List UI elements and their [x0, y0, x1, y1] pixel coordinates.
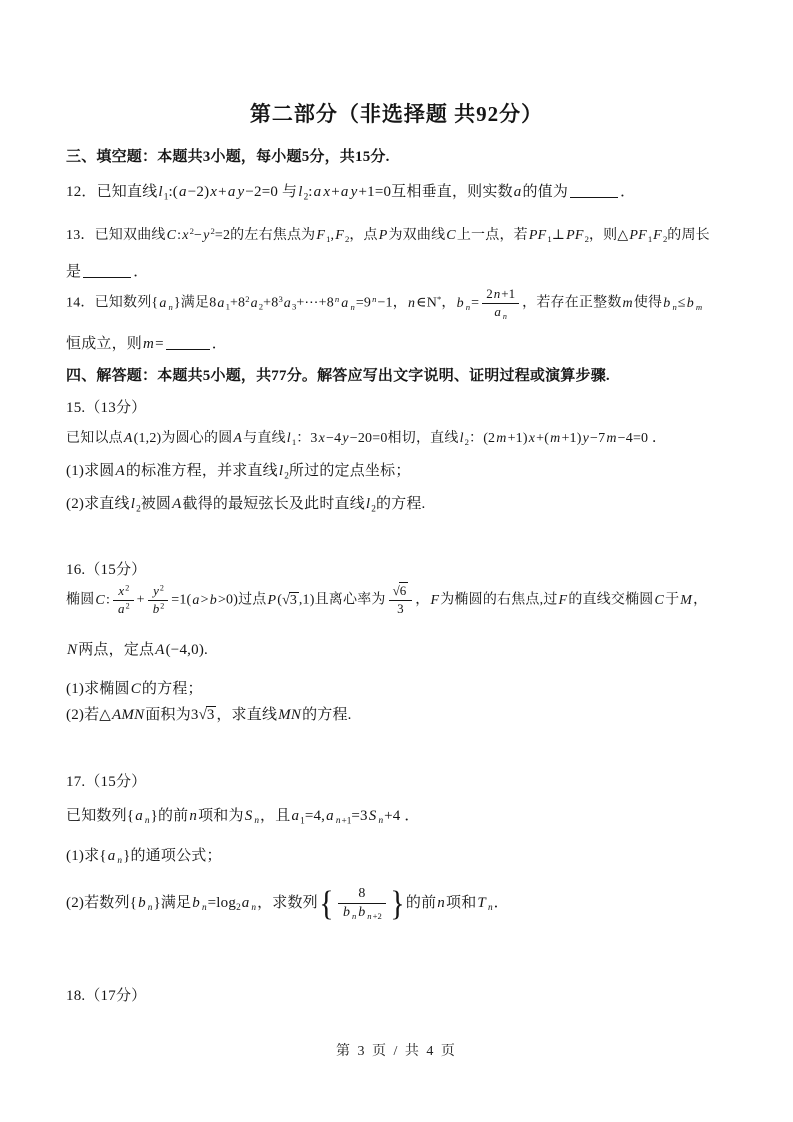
math-variable: a — [313, 184, 322, 200]
math-variable: m — [606, 431, 617, 446]
math-variable: N — [67, 642, 78, 658]
math-subscript: 2 — [464, 437, 469, 448]
question-17-part1: (1)求{a $_n$}的通项公式； — [66, 848, 222, 867]
math-subscript — [253, 816, 260, 826]
math-variable: S — [368, 808, 377, 824]
math-variable: C — [95, 592, 105, 608]
question-14-line2: 恒成立，则m= ． — [66, 336, 227, 352]
math-variable: n — [144, 816, 150, 827]
math-subscript: 1 — [547, 234, 552, 245]
math-variable: x — [210, 184, 218, 200]
math-variable: A — [115, 463, 125, 479]
math-variable: A — [172, 496, 182, 512]
math-superscript: 2 — [125, 583, 130, 593]
math-fraction: $\frac{√6}{3}$ — [389, 584, 413, 617]
math-variable: n — [372, 293, 377, 304]
math-subscript — [147, 903, 154, 913]
question-12: 12．已知直线$l_1:(a-2)x+a$ y−2=0 与$l_2:a$ x+a y+1=0互相垂直，则实数a的值为 ． — [66, 184, 636, 203]
math-fraction: $\frac{8}{b _n b _{n+2}}$ — [338, 886, 386, 921]
math-variable: y — [237, 184, 245, 200]
math-variable: n — [465, 301, 471, 312]
math-subscript — [377, 816, 384, 826]
question-15-part2: (2)求直线$l_2$被圆A截得的最短弦长及此时直线$l_2$的方程. — [66, 496, 426, 515]
math-subscript — [502, 312, 508, 321]
math-variable: m — [550, 431, 561, 446]
math-variable: PF — [629, 228, 647, 243]
math-variable: y — [153, 583, 159, 598]
math-variable: l — [286, 431, 291, 446]
math-variable: m — [143, 336, 155, 352]
math-subscript: 2 — [236, 903, 241, 914]
answer-blank — [83, 263, 131, 278]
math-variable: b — [209, 592, 217, 608]
math-variable: a — [291, 808, 300, 824]
math-subscript: 1 — [163, 192, 169, 203]
math-variable: a — [192, 592, 200, 608]
math-variable: F — [430, 592, 440, 608]
math-variable: a — [513, 184, 522, 200]
math-variable: F — [558, 592, 568, 608]
math-variable: a — [340, 184, 349, 200]
math-subscript: 1 — [291, 437, 297, 448]
math-radical: √6 — [392, 583, 407, 598]
math-variable: n — [487, 903, 493, 914]
math-subscript — [144, 816, 151, 826]
math-variable: m — [496, 431, 507, 446]
math-variable: n — [254, 816, 260, 827]
math-subscript: n+2 — [367, 911, 382, 922]
math-variable: b — [663, 295, 671, 311]
math-superscript: 2 — [245, 293, 250, 304]
math-variable: n — [351, 911, 357, 922]
math-variable: P — [267, 592, 277, 608]
math-superscript: 3 — [278, 293, 283, 304]
math-variable: m — [695, 301, 703, 312]
math-superscript: 2 — [210, 226, 215, 237]
math-subscript: 2 — [371, 504, 376, 515]
math-subscript — [671, 302, 677, 312]
question-15-part1: (1)求圆A的标准方程，并求直线$l_2$所过的定点坐标； — [66, 463, 411, 482]
math-variable: n — [335, 816, 341, 827]
math-variable: MN — [278, 707, 302, 723]
math-variable: T — [477, 894, 486, 911]
math-variable: n — [378, 816, 384, 827]
math-variable: l — [298, 184, 303, 200]
math-subscript — [349, 302, 355, 312]
math-variable: n — [367, 911, 372, 922]
question-17-part2: (2)若数列{b $_n$}满足b $_n=\log_2a$ $_n$，求数列{ $\frac{8}{b _n b _{n+2}}$ }的前n项和T $_n$． — [66, 883, 509, 923]
math-variable: n — [334, 293, 340, 304]
math-superscript — [371, 294, 377, 304]
math-variable: C — [166, 228, 177, 243]
math-variable: a — [250, 295, 258, 311]
math-superscript: 2 — [160, 601, 165, 611]
math-subscript: 2 — [662, 234, 668, 245]
math-variable: x — [318, 431, 326, 446]
math-superscript: 2 — [159, 583, 164, 593]
math-variable: n — [168, 301, 173, 312]
question-16-stem-line1: 椭圆C: $\frac{x^2}{a^2}$ + $\frac{y^2}{b^2}$ =1(a>b>0)过点P(√3 ,1)且离心率为 $\frac{√6}{3}$ ，F为椭圆的右焦点,过F的直线交椭圆C于M， — [66, 583, 708, 616]
math-variable: m — [622, 295, 633, 311]
math-variable: b — [138, 894, 146, 911]
math-variable: a — [217, 295, 225, 311]
math-variable: A — [123, 431, 133, 446]
math-variable: a — [283, 295, 291, 311]
math-radical: √3 — [282, 592, 297, 608]
answer-blank — [570, 183, 618, 198]
math-variable: C — [446, 228, 456, 243]
math-subscript — [695, 302, 703, 312]
math-radical: √3 — [198, 707, 215, 723]
math-subscript — [116, 856, 123, 866]
math-variable: l — [158, 184, 163, 200]
math-fraction — [113, 584, 134, 617]
math-fraction: $\frac{2n+1}{a _n}$ — [482, 287, 519, 320]
question-14-line1: 14．已知数列{a $_n$}满足$8a_1+8^2a_2+8^3a_3+\cdots+8^n$ a $_n=9^n-1$，n∈N*，b $_n$= $\frac{2n+1}{a _n}$ ，若存在正整数m使得b $_n$≤b $_m$ — [66, 286, 703, 321]
math-superscript: 2 — [125, 601, 130, 611]
math-variable: AMN — [112, 707, 145, 723]
math-variable: PF — [528, 228, 547, 243]
math-variable: a — [227, 184, 236, 200]
math-variable: n — [117, 856, 123, 867]
question-13-line1: 13．已知双曲线$C:x^2-y^2=2$的左右焦点为$F_1,F_2$，点P为双曲线C上一点，若$PF_1\perp PF_2$，则$\triangle PF_1F_2$的周长 — [66, 226, 710, 245]
math-subscript: 2 — [344, 234, 350, 245]
math-subscript: 3 — [291, 301, 297, 312]
math-variable: x — [118, 583, 125, 598]
question-16-stem-line2: N两点，定点A(−4,0). — [67, 642, 208, 658]
math-variable: F — [316, 228, 326, 243]
math-variable: l — [365, 496, 371, 512]
math-variable: a — [118, 600, 125, 616]
math-variable: a — [326, 808, 334, 824]
math-subscript — [250, 903, 257, 913]
question-18-number: 18.（17分） — [66, 988, 147, 1004]
math-variable: y — [582, 431, 590, 446]
math-variable: n — [189, 808, 198, 824]
math-subscript: 1 — [326, 234, 331, 245]
math-big-delimiter: } — [390, 883, 405, 923]
math-variable: C — [654, 592, 665, 608]
math-variable: C — [130, 681, 141, 697]
math-superscript: * — [437, 293, 442, 304]
math-variable: n — [407, 295, 416, 311]
section-answer-header: 四、解答题：本题共5小题，共77分。解答应写出文字说明、证明过程或演算步骤. — [66, 368, 610, 384]
math-variable: b — [456, 295, 464, 311]
math-variable: P — [378, 228, 388, 243]
math-variable: a — [107, 848, 116, 864]
math-variable: b — [358, 905, 366, 921]
question-16-number: 16.（15分） — [66, 562, 147, 578]
math-variable: M — [680, 592, 693, 608]
math-variable: A — [233, 431, 243, 446]
page-footer: 第 3 页 / 共 4 页 — [336, 1044, 457, 1059]
math-subscript: 2 — [258, 301, 264, 312]
math-variable: l — [459, 431, 464, 446]
math-variable: n — [251, 903, 257, 914]
math-variable: y — [203, 228, 210, 243]
math-subscript — [465, 302, 471, 312]
math-variable: n — [502, 311, 507, 321]
math-big-delimiter: { — [319, 883, 334, 923]
question-15-stem: 已知以点A(1,2)为圆心的圆A与直线$l_1$：3x−4y−20=0相切，直线$l_2$：(2m+1)x+(m+1)y−7m−4=0 ． — [66, 431, 667, 448]
math-subscript: n+1 — [335, 816, 352, 827]
question-17-stem: 已知数列{a $_n$}的前n项和为S $_n$，且$a_1=4,a$ $_{n+1}$=3S $_n$+4 ． — [66, 808, 420, 827]
math-variable: l — [278, 463, 284, 479]
math-variable: PF — [566, 228, 584, 243]
math-variable: a — [135, 808, 143, 824]
answer-blank — [166, 335, 210, 350]
math-variable: n — [672, 301, 677, 312]
math-subscript: 1 — [225, 301, 230, 312]
question-15-number: 15.（13分） — [66, 400, 147, 416]
math-variable: b — [192, 894, 200, 911]
math-subscript: 2 — [284, 471, 289, 482]
math-variable: n — [201, 903, 207, 914]
math-variable: a — [341, 295, 349, 311]
math-variable: F — [653, 228, 662, 243]
math-subscript: 2 — [303, 192, 309, 203]
math-variable: y — [350, 184, 358, 200]
math-subscript: 1 — [647, 234, 653, 245]
math-variable: x — [182, 228, 189, 243]
math-superscript: 2 — [189, 226, 195, 237]
math-variable: n — [493, 286, 501, 301]
math-variable: y — [342, 431, 349, 446]
math-variable: x — [528, 431, 536, 446]
math-variable: a — [159, 295, 167, 311]
math-variable: F — [335, 228, 344, 243]
math-variable: a — [494, 303, 501, 319]
math-variable: x — [323, 184, 331, 200]
question-17-number: 17.（15分） — [66, 774, 147, 790]
question-13-line2: 是 ． — [66, 264, 149, 280]
math-subscript — [168, 302, 174, 312]
math-variable: a — [179, 184, 187, 200]
part-title: 第二部分（非选择题 共92分） — [249, 102, 544, 126]
math-variable: A — [155, 642, 165, 658]
section-fill-in-header: 三、填空题：本题共3小题，每小题5分，共15分. — [66, 149, 390, 165]
math-variable: S — [244, 808, 253, 824]
math-variable: a — [241, 894, 250, 911]
math-fraction — [148, 584, 169, 617]
math-variable: b — [152, 600, 160, 616]
math-subscript: 2 — [584, 234, 589, 245]
math-subscript: 1 — [300, 816, 305, 827]
math-variable: n — [350, 301, 355, 312]
math-subscript — [487, 903, 494, 913]
math-variable: b — [686, 295, 694, 311]
math-subscript: 2 — [136, 504, 141, 515]
math-variable: l — [130, 496, 136, 512]
math-variable: n — [437, 894, 445, 911]
math-variable: b — [343, 905, 350, 921]
math-subscript — [201, 903, 208, 913]
question-16-part1: (1)求椭圆C的方程； — [66, 681, 203, 697]
question-16-part2: (2)若△AMN面积为3√3 ，求直线MN的方程. — [66, 705, 745, 726]
math-variable: n — [147, 903, 153, 914]
